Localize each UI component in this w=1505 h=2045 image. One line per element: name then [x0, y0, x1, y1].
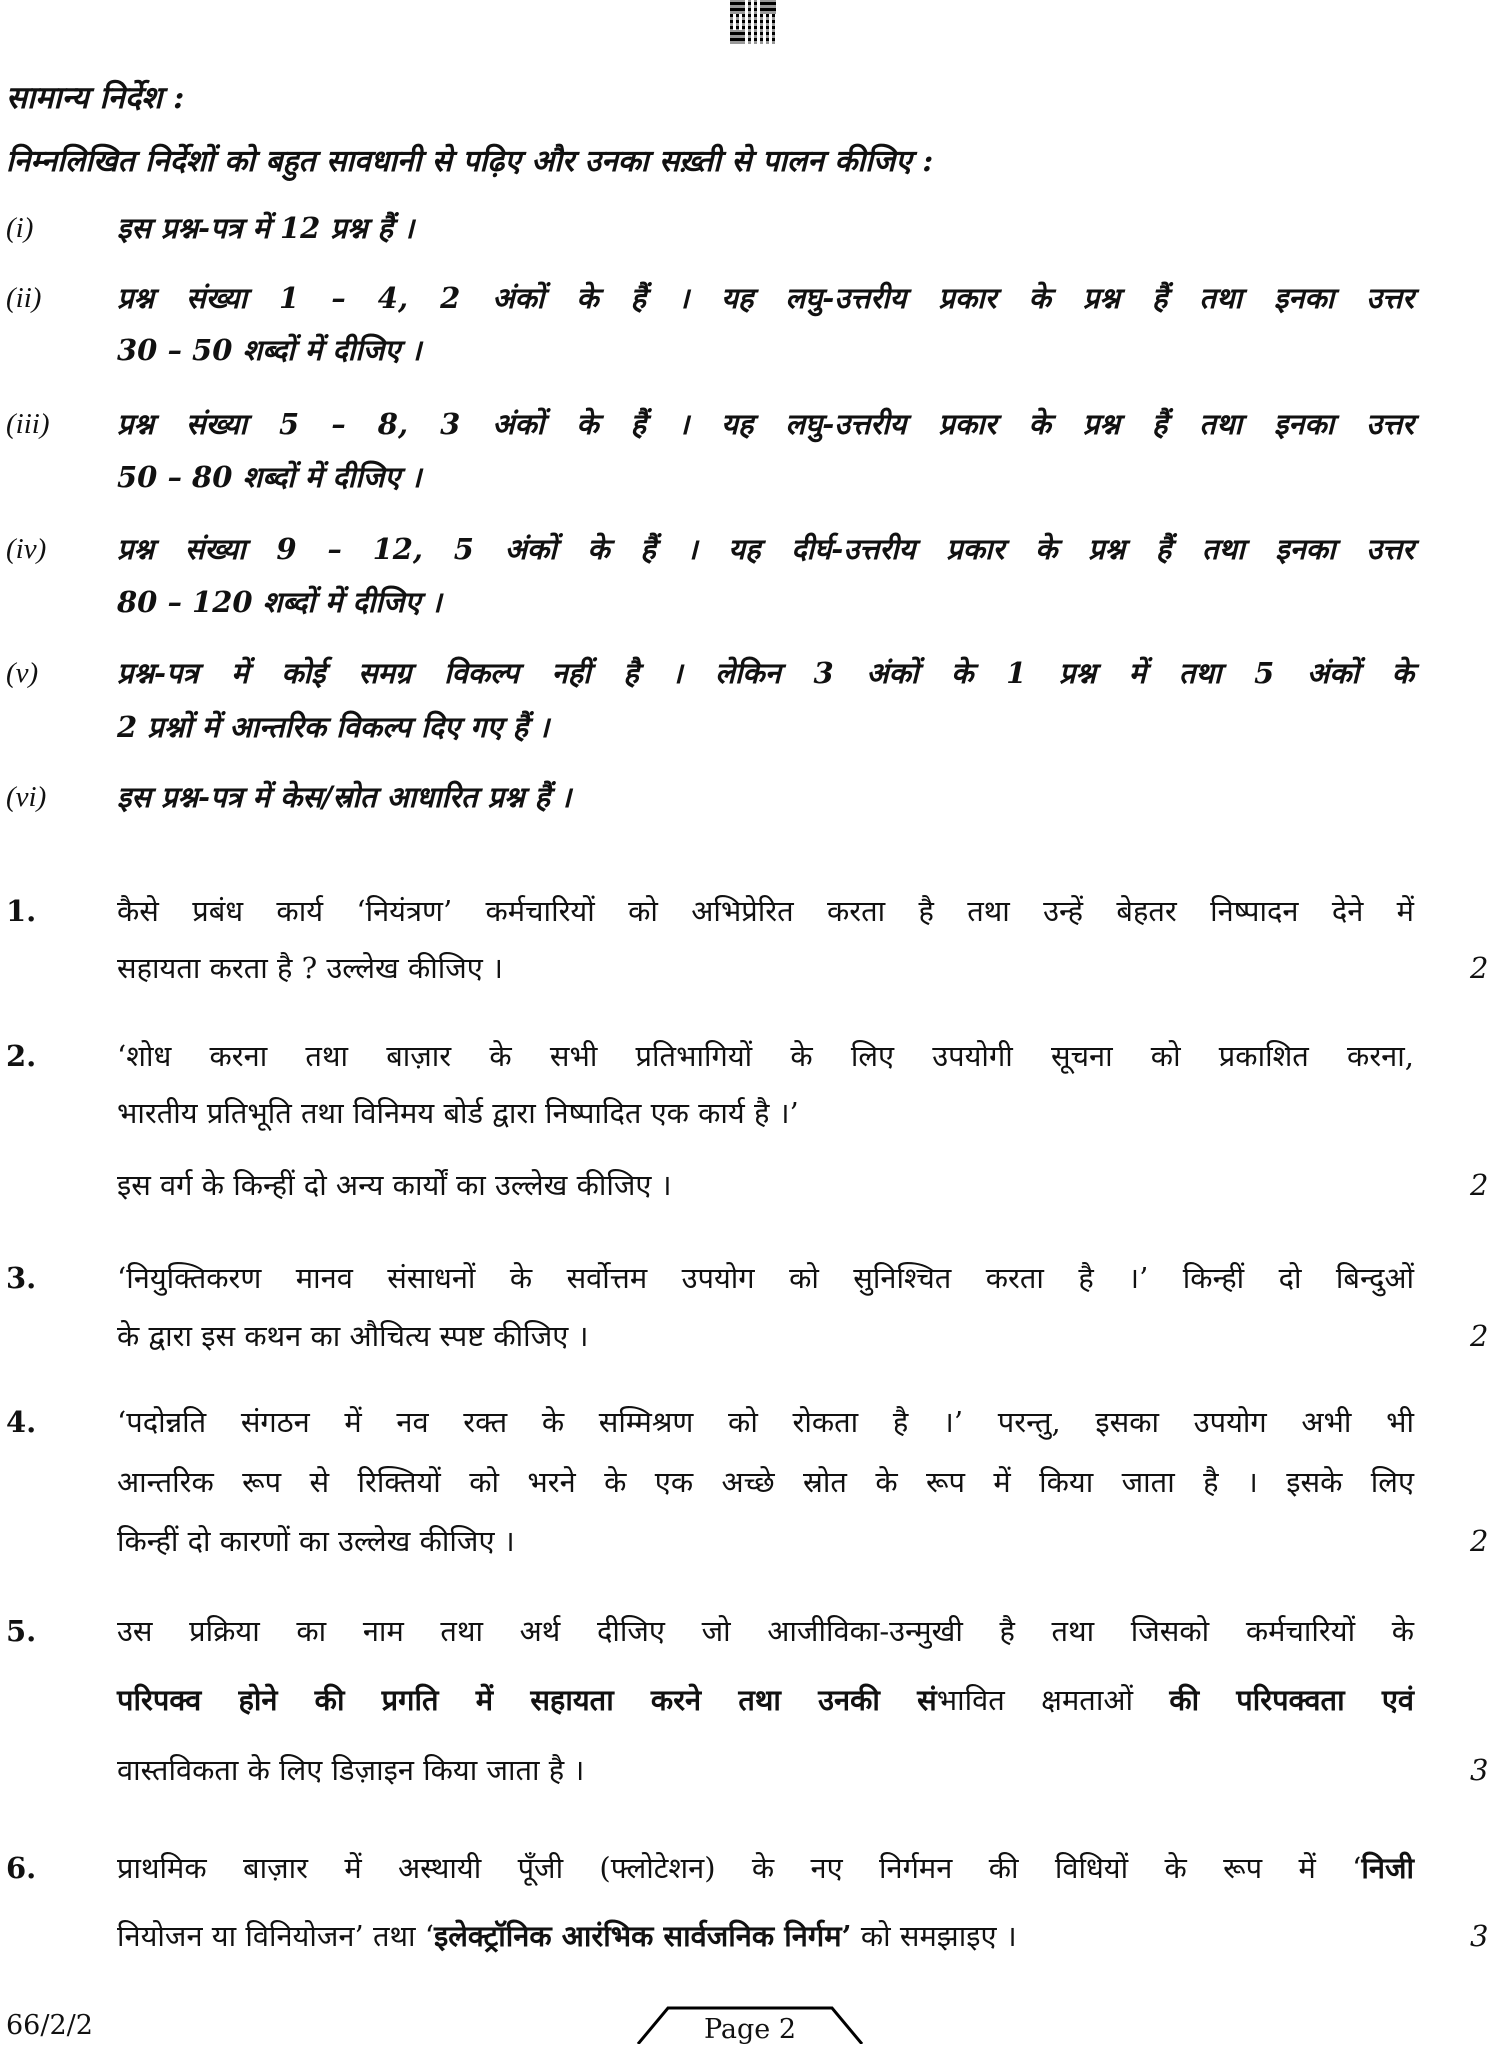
instruction-number: (i): [6, 212, 34, 244]
question-line: [117, 1521, 515, 1561]
instruction-line: 2 प्रश्नों में आन्तरिक विकल्प दिए गए हैं ।: [117, 710, 550, 744]
question-line: [117, 891, 1414, 931]
question-line: [117, 1611, 1414, 1651]
question-text-segment: की परिपक्वता एवं: [1169, 1683, 1414, 1717]
question-line: [117, 1258, 1414, 1298]
question-text-segment: आन्तरिक रूप से रिक्तियों को भरने के एक अच्छे स्रोत के रूप में किया जाता है । इसके लिए: [117, 1465, 1414, 1499]
question-number: 3.: [6, 1261, 37, 1295]
qr-code: [730, 0, 776, 44]
question-text-segment: ‘शोध करना तथा बाज़ार के सभी प्रतिभागियों के लिए उपयोगी सूचना को प्रकाशित करना,: [117, 1039, 1414, 1073]
question-marks: 2: [1470, 1168, 1489, 1202]
instruction-line: प्रश्न संख्या 1 – 4, 2 अंकों के हैं । यह लघु-उत्तरीय प्रकार के प्रश्न हैं तथा इनका उत्तर: [117, 281, 1414, 315]
instructions-heading: सामान्य निर्देश :: [6, 80, 185, 116]
question-marks: 3: [1470, 1919, 1489, 1953]
instruction-line: 30 – 50 शब्दों में दीजिए ।: [117, 333, 422, 367]
question-marks: 2: [1470, 951, 1489, 985]
question-text-segment: भारतीय प्रतिभूति तथा विनिमय बोर्ड द्वारा निष्पादित एक कार्य है ।’: [117, 1096, 799, 1130]
question-line: [117, 1916, 1017, 1956]
question-line: [117, 1093, 799, 1133]
question-line: [117, 1750, 584, 1790]
question-text-segment: निजी: [1361, 1851, 1414, 1885]
question-text-segment: भावित क्षमताओं: [936, 1683, 1170, 1717]
question-text-segment: इस वर्ग के किन्हीं दो अन्य कार्यों का उल्लेख कीजिए ।: [117, 1168, 672, 1202]
question-marks: 2: [1470, 1524, 1489, 1558]
question-marks: 2: [1470, 1319, 1489, 1353]
question-line: [117, 1036, 1414, 1076]
question-text-segment: परिपक्व होने की प्रगति में सहायता करने तथा उनकी सं: [117, 1683, 937, 1717]
question-marks: 3: [1470, 1753, 1489, 1787]
question-text-segment: को समझाइए ।: [851, 1919, 1017, 1953]
question-text-segment: इलेक्ट्रॉनिक आरंभिक सार्वजनिक निर्गम’: [433, 1919, 852, 1953]
instruction-number: (ii): [6, 282, 42, 314]
instruction-number: (iii): [6, 408, 50, 440]
instruction-number: (iv): [6, 533, 47, 565]
page-number-box: [630, 2004, 870, 2044]
question-number: 6.: [6, 1851, 37, 1885]
instruction-line: 80 – 120 शब्दों में दीजिए ।: [117, 585, 442, 619]
question-text-segment: नियोजन या विनियोजन’ तथा ‘: [117, 1919, 434, 1953]
question-text-segment: वास्तविकता के लिए डिज़ाइन किया जाता है ।: [117, 1753, 585, 1787]
question-line: [117, 1680, 1414, 1720]
instruction-line: इस प्रश्न-पत्र में 12 प्रश्न हैं ।: [117, 211, 415, 245]
question-text-segment: ‘नियुक्तिकरण मानव संसाधनों के सर्वोत्तम उपयोग को सुनिश्चित करता है ।’ किन्हीं दो बिन्दुओं: [117, 1261, 1414, 1295]
instruction-line: प्रश्न संख्या 5 – 8, 3 अंकों के हैं । यह लघु-उत्तरीय प्रकार के प्रश्न हैं तथा इनका उत्तर: [117, 407, 1414, 441]
instruction-line: प्रश्न-पत्र में कोई समग्र विकल्प नहीं है । लेकिन 3 अंकों के 1 प्रश्न में तथा 5 अंकों के: [117, 656, 1414, 690]
instruction-number: (v): [6, 657, 39, 689]
instructions-intro: निम्नलिखित निर्देशों को बहुत सावधानी से पढ़िए और उनका सख़्ती से पालन कीजिए :: [6, 144, 934, 179]
question-text-segment: किन्हीं दो कारणों का उल्लेख कीजिए ।: [117, 1524, 515, 1558]
question-text-segment: सहायता करता है ? उल्लेख कीजिए ।: [117, 951, 504, 985]
question-line: [117, 1316, 588, 1356]
instruction-line: प्रश्न संख्या 9 – 12, 5 अंकों के हैं । यह दीर्घ-उत्तरीय प्रकार के प्रश्न हैं तथा इनका उत्तर: [117, 532, 1414, 566]
question-text-segment: के द्वारा इस कथन का औचित्य स्पष्ट कीजिए ।: [117, 1319, 589, 1353]
question-number: 2.: [6, 1039, 37, 1073]
question-text-segment: उस प्रक्रिया का नाम तथा अर्थ दीजिए जो आजीविका-उन्मुखी है तथा जिसको कर्मचारियों के: [117, 1614, 1414, 1648]
question-line: [117, 1848, 1414, 1888]
instruction-line: इस प्रश्न-पत्र में केस/स्रोत आधारित प्रश्न हैं ।: [117, 780, 572, 814]
paper-code: 66/2/2: [6, 2010, 93, 2041]
question-line: [117, 1165, 672, 1205]
question-line: [117, 1402, 1414, 1442]
instruction-line: 50 – 80 शब्दों में दीजिए ।: [117, 460, 422, 494]
question-number: 5.: [6, 1614, 37, 1648]
question-number: 1.: [6, 894, 37, 928]
question-text-segment: ‘पदोन्नति संगठन में नव रक्त के सम्मिश्रण को रोकता है ।’ परन्तु, इसका उपयोग अभी भी: [117, 1405, 1414, 1439]
page-number: Page 2: [703, 2014, 797, 2045]
question-text-segment: प्राथमिक बाज़ार में अस्थायी पूँजी (फ्लोटेशन) के नए निर्गमन की विधियों के रूप में ‘: [117, 1851, 1362, 1885]
question-line: [117, 1462, 1414, 1502]
question-number: 4.: [6, 1405, 37, 1439]
question-line: [117, 948, 503, 988]
question-text-segment: कैसे प्रबंध कार्य ‘नियंत्रण’ कर्मचारियों को अभिप्रेरित करता है तथा उन्हें बेहतर निष्पादन देने में: [117, 894, 1414, 928]
instruction-number: (vi): [6, 781, 47, 813]
